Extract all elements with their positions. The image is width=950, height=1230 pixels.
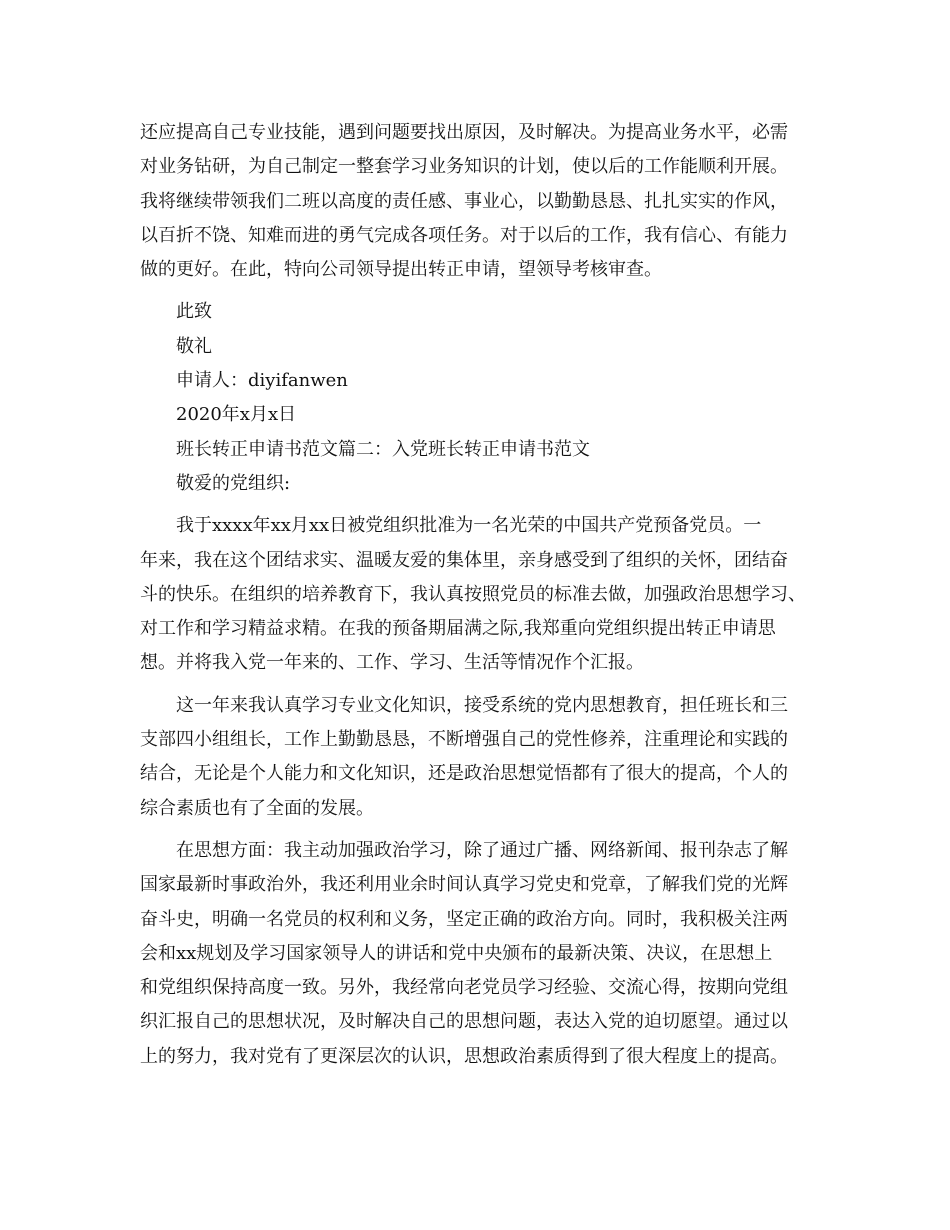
text-line: 奋斗史，明确一名党员的权利和义务，坚定正确的政治方向。同时，我积极关注两	[140, 908, 788, 930]
applicant-line: 申请人：diyifanwen	[176, 370, 348, 392]
text-line: 还应提高自己专业技能，遇到问题要找出原因，及时解决。为提高业务水平，必需	[140, 122, 788, 143]
closing-line: 此致	[176, 301, 212, 323]
greeting-line: 敬爱的党组织:	[176, 472, 291, 494]
text-line: 和党组织保持高度一致。另外，我经常向老党员学习经验、交流心得，按期向党组	[140, 977, 788, 999]
section-title: 班长转正申请书范文篇二：入党班长转正申请书范文	[176, 438, 590, 460]
text-line: 我将继续带领我们二班以高度的责任感、事业心，以勤勤恳恳、扎扎实实的作风，	[140, 190, 788, 212]
text-line: 想。并将我入党一年来的、工作、学习、生活等情况作个汇报。	[140, 652, 644, 674]
text-line: 上的努力，我对党有了更深层次的认识，思想政治素质得到了很大程度上的提高。	[140, 1045, 788, 1067]
text-line: 我于xxxx年xx月xx日被党组织批准为一名光荣的中国共产党预备党员。一	[176, 515, 762, 537]
paragraph-2	[140, 689, 830, 826]
text-line: 结合，无论是个人能力和文化知识，还是政治思想觉悟都有了很大的提高，个人的	[140, 763, 788, 785]
paragraph-3	[140, 834, 830, 1074]
paragraph-1	[140, 509, 830, 680]
text-line: 综合素质也有了全面的发展。	[140, 797, 374, 819]
text-line: 会和xx规划及学习国家领导人的讲话和党中央颁布的最新决策、决议，在思想上	[140, 942, 773, 964]
text-line: 以百折不饶、知难而进的勇气完成各项任务。对于以后的工作，我有信心、有能力	[140, 224, 788, 246]
text-line: 这一年来我认真学习专业文化知识，接受系统的党内思想教育，担任班长和三	[176, 694, 788, 716]
text-line: 做的更好。在此，特向公司领导提出转正申请，望领导考核审查。	[140, 259, 662, 281]
intro-paragraph	[140, 116, 830, 287]
date-line: 2020年x月x日	[176, 404, 297, 426]
text-line: 对工作和学习精益求精。在我的预备期届满之际,我郑重向党组织提出转正申请思	[140, 618, 776, 640]
document-body	[140, 116, 830, 1074]
text-line: 斗的快乐。在组织的培养教育下，我认真按照党员的标准去做，加强政治思想学习、	[140, 583, 806, 605]
text-line: 年来，我在这个团结求实、温暖友爱的集体里，亲身感受到了组织的关怀，团结奋	[140, 549, 788, 571]
text-line: 支部四小组组长，工作上勤勤恳恳，不断增强自己的党性修养，注重理论和实践的	[140, 729, 788, 751]
text-line: 对业务钻研，为自己制定一整套学习业务知识的计划，使以后的工作能顺利开展。	[140, 156, 788, 178]
text-line: 在思想方面：我主动加强政治学习，除了通过广播、网络新闻、报刊杂志了解	[176, 839, 788, 861]
text-line: 织汇报自己的思想状况，及时解决自己的思想问题，表达入党的迫切愿望。通过以	[140, 1011, 788, 1033]
salutation-line: 敬礼	[176, 335, 212, 357]
text-line: 国家最新时事政治外，我还利用业余时间认真学习党史和党章，了解我们党的光辉	[140, 874, 788, 896]
